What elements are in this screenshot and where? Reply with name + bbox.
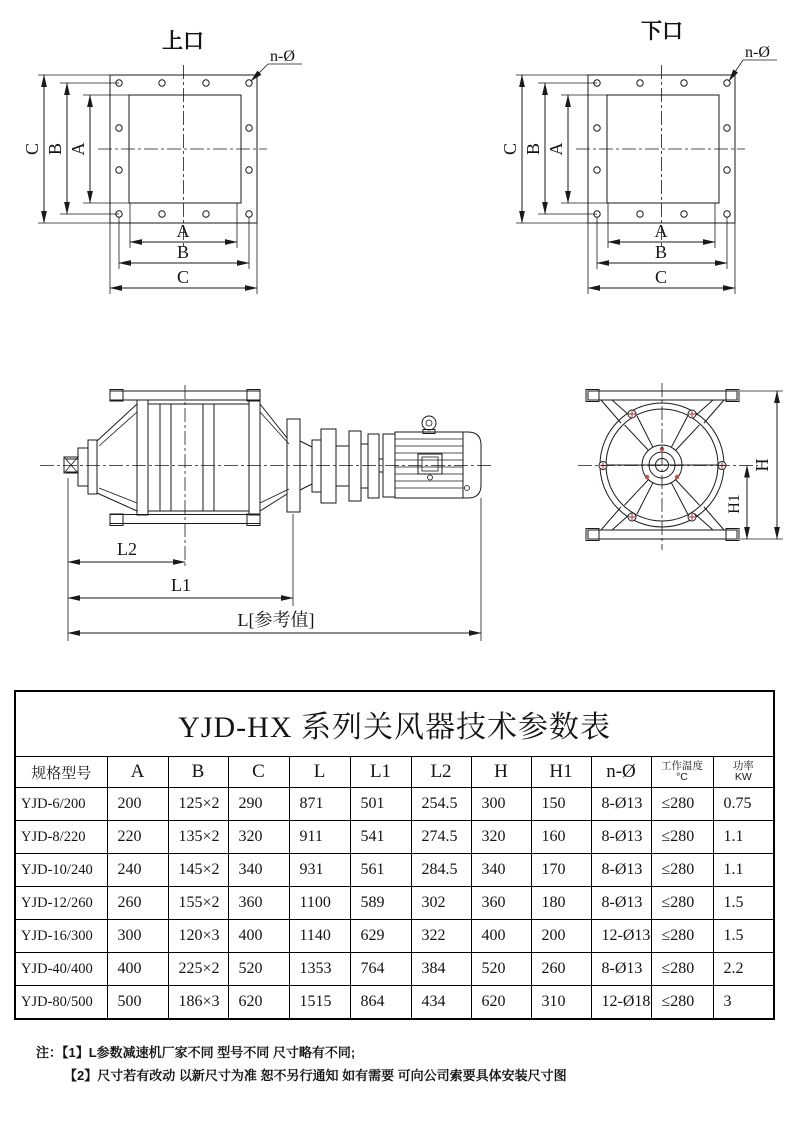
- dim-label-a: A: [68, 142, 88, 156]
- cell: 170: [531, 854, 591, 887]
- cell: 155×2: [168, 887, 228, 920]
- cell-model: YJD-12/260: [15, 887, 107, 920]
- cell: 302: [411, 887, 471, 920]
- cell-model: YJD-6/200: [15, 788, 107, 821]
- dim-label-c: C: [500, 142, 520, 156]
- cell: 931: [289, 854, 350, 887]
- cell: 520: [228, 953, 289, 986]
- cell-model: YJD-10/240: [15, 854, 107, 887]
- col-header-h: H: [471, 757, 531, 788]
- dim-label-l1: L1: [171, 575, 191, 595]
- cell: 1100: [289, 887, 350, 920]
- dim-label-c: C: [22, 142, 42, 156]
- cell: 1140: [289, 920, 350, 953]
- col-header-l1: L1: [350, 757, 411, 788]
- cell: 400: [107, 953, 168, 986]
- cell: 300: [471, 788, 531, 821]
- dim-label-l2: L2: [117, 539, 137, 559]
- cell: 620: [471, 986, 531, 1020]
- cell: ≤280: [651, 920, 713, 953]
- cell: 260: [107, 887, 168, 920]
- table-row: [15, 953, 774, 986]
- table-row: [15, 986, 774, 1020]
- col-header-b: B: [168, 757, 228, 788]
- cell: 8-Ø13: [591, 821, 651, 854]
- note-item: 【1】L参数减速机厂家不同 型号不同 尺寸略有不同;: [62, 1045, 356, 1060]
- cell: 300: [107, 920, 168, 953]
- cell-model: YJD-80/500: [15, 986, 107, 1020]
- cell: 8-Ø13: [591, 887, 651, 920]
- cell-model: YJD-8/220: [15, 821, 107, 854]
- table-title-row: [15, 691, 774, 757]
- cell: 764: [350, 953, 411, 986]
- note-prefix: 注：: [36, 1045, 63, 1060]
- cell: 260: [531, 953, 591, 986]
- table-row: [15, 887, 774, 920]
- note-item: 【2】尺寸若有改动 以新尺寸为准 恕不另行通知 如有需要 可向公司索要具体安装尺寸图: [64, 1067, 567, 1083]
- cell: 589: [350, 887, 411, 920]
- cell: 541: [350, 821, 411, 854]
- cell: ≤280: [651, 821, 713, 854]
- cell: ≤280: [651, 854, 713, 887]
- dim-label-c-bottom: C: [176, 267, 190, 287]
- top-opening-flange-view: [22, 30, 302, 294]
- cell: 125×2: [168, 788, 228, 821]
- cell: 1.5: [713, 920, 774, 953]
- cell: 310: [531, 986, 591, 1020]
- cell: 629: [350, 920, 411, 953]
- cell: 384: [411, 953, 471, 986]
- col-header-model: 规格型号: [15, 757, 107, 788]
- dim-label-h1: H1: [726, 494, 743, 514]
- cell: 400: [471, 920, 531, 953]
- cell: 501: [350, 788, 411, 821]
- cell: ≤280: [651, 887, 713, 920]
- table-title: YJD-HX 系列关风器技术参数表: [15, 691, 774, 757]
- hole-count-label: n-Ø: [745, 44, 770, 61]
- dim-label-b: B: [45, 142, 65, 156]
- cell: ≤280: [651, 953, 713, 986]
- dim-label-b-bottom: B: [176, 242, 190, 262]
- cell: 520: [471, 953, 531, 986]
- cell: 500: [107, 986, 168, 1020]
- col-header-a: A: [107, 757, 168, 788]
- cell: 340: [228, 854, 289, 887]
- dim-label-a-bottom: A: [654, 221, 668, 241]
- bottom-opening-title: 下口: [641, 20, 683, 43]
- dim-label-l-ref: L[参考值]: [237, 610, 315, 630]
- hole-count-label: n-Ø: [270, 48, 295, 65]
- cell: 620: [228, 986, 289, 1020]
- dim-label-b: B: [523, 142, 543, 156]
- cell-model: YJD-40/400: [15, 953, 107, 986]
- dim-label-a-bottom: A: [176, 221, 190, 241]
- cell: 150: [531, 788, 591, 821]
- col-header-n: n-Ø: [591, 757, 651, 788]
- cell: 186×3: [168, 986, 228, 1020]
- table-row: [15, 788, 774, 821]
- end-view-drawing: [578, 383, 783, 550]
- footnotes: [36, 1042, 567, 1088]
- cell: 320: [228, 821, 289, 854]
- cell: 200: [531, 920, 591, 953]
- cell: 145×2: [168, 854, 228, 887]
- cell: 1.5: [713, 887, 774, 920]
- col-header-l: L: [289, 757, 350, 788]
- col-header-power: [713, 757, 774, 788]
- cell: 561: [350, 854, 411, 887]
- col-header-l2: L2: [411, 757, 471, 788]
- cell: 1.1: [713, 821, 774, 854]
- cell: 2.2: [713, 953, 774, 986]
- temp-header-line2: °C: [676, 771, 688, 783]
- cell: 12-Ø18: [591, 986, 651, 1020]
- cell: 8-Ø13: [591, 953, 651, 986]
- cell: 360: [471, 887, 531, 920]
- bottom-opening-flange-view: [500, 20, 777, 294]
- side-view-drawing: [40, 385, 492, 641]
- cell: 864: [350, 986, 411, 1020]
- dim-label-h: H: [752, 458, 772, 472]
- table-row: [15, 854, 774, 887]
- power-header-line2: KW: [734, 771, 752, 783]
- cell: 911: [289, 821, 350, 854]
- cell: 274.5: [411, 821, 471, 854]
- cell: ≤280: [651, 986, 713, 1020]
- cell: 135×2: [168, 821, 228, 854]
- temp-header-line1: 工作温度: [661, 759, 703, 772]
- cell: 240: [107, 854, 168, 887]
- cell: 1353: [289, 953, 350, 986]
- cell: ≤280: [651, 788, 713, 821]
- table-row: [15, 821, 774, 854]
- cell: 12-Ø13: [591, 920, 651, 953]
- dim-label-c-bottom: C: [654, 267, 668, 287]
- cell: 1515: [289, 986, 350, 1020]
- dim-label-b-bottom: B: [654, 242, 668, 262]
- cell: 322: [411, 920, 471, 953]
- cell: 290: [228, 788, 289, 821]
- col-header-h1: H1: [531, 757, 591, 788]
- note-line: [36, 1042, 567, 1065]
- top-opening-title: 上口: [162, 30, 204, 53]
- cell-model: YJD-16/300: [15, 920, 107, 953]
- cell: 0.75: [713, 788, 774, 821]
- cell: 180: [531, 887, 591, 920]
- cell: 8-Ø13: [591, 788, 651, 821]
- cell: 320: [471, 821, 531, 854]
- col-header-c: C: [228, 757, 289, 788]
- cell: 200: [107, 788, 168, 821]
- cell: 284.5: [411, 854, 471, 887]
- cell: 120×3: [168, 920, 228, 953]
- table-header-row: [15, 757, 774, 788]
- power-header-line1: 功率: [732, 759, 754, 772]
- cell: 400: [228, 920, 289, 953]
- cell: 871: [289, 788, 350, 821]
- note-line: [64, 1065, 567, 1088]
- cell: 3: [713, 986, 774, 1020]
- cell: 360: [228, 887, 289, 920]
- cell: 160: [531, 821, 591, 854]
- col-header-temp: [651, 757, 713, 788]
- cell: 340: [471, 854, 531, 887]
- cell: 8-Ø13: [591, 854, 651, 887]
- cell: 220: [107, 821, 168, 854]
- table-row: [15, 920, 774, 953]
- cell: 254.5: [411, 788, 471, 821]
- dim-label-a: A: [546, 142, 566, 156]
- cell: 225×2: [168, 953, 228, 986]
- cell: 434: [411, 986, 471, 1020]
- cell: 1.1: [713, 854, 774, 887]
- parameter-table: [14, 690, 775, 1020]
